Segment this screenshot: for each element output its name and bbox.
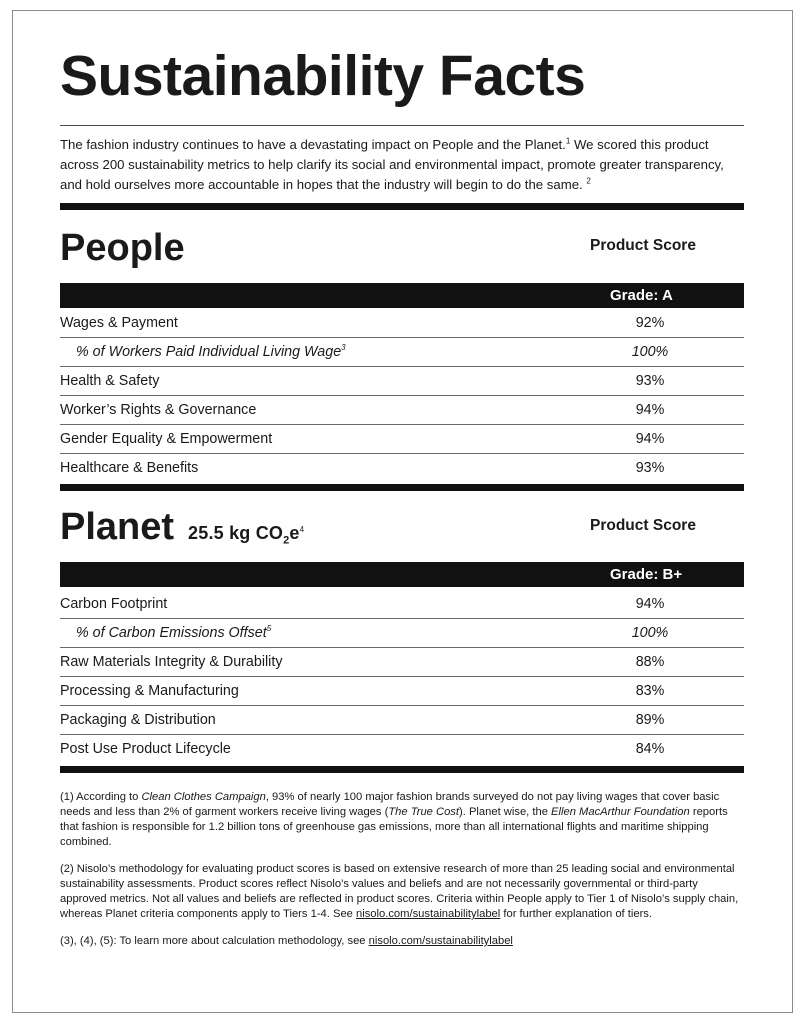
intro-paragraph — [60, 135, 744, 195]
row-label: Packaging & Distribution — [60, 712, 216, 728]
table-row — [60, 619, 744, 648]
planet-table — [60, 590, 744, 764]
row-value: 94% — [635, 431, 665, 447]
row-label: Raw Materials Integrity & Durability — [60, 654, 283, 670]
methodology-link[interactable]: nisolo.com/sustainabilitylabel — [368, 935, 513, 947]
row-value: 84% — [635, 741, 665, 757]
footnote-ref: 4 — [299, 525, 305, 534]
table-row — [60, 706, 744, 735]
table-row — [60, 648, 744, 677]
methodology-link[interactable]: nisolo.com/sustainabilitylabel — [356, 908, 501, 920]
row-value: 93% — [635, 373, 665, 389]
table-row — [60, 309, 744, 338]
table-row — [60, 454, 744, 483]
row-label: Health & Safety — [60, 373, 160, 389]
row-label: Gender Equality & Empowerment — [60, 431, 273, 447]
emissions-value: 25.5 kg $CO_2e^4$ — [188, 523, 305, 547]
planet-title: Planet 25.5 kg $CO_2e^4$ — [60, 506, 305, 548]
row-value: 88% — [635, 654, 665, 670]
section-divider — [60, 766, 744, 773]
table-row — [60, 590, 744, 619]
row-value: 92% — [635, 315, 665, 331]
row-label: Worker’s Rights & Governance — [60, 402, 257, 418]
footnote-1: (1) According to Clean Clothes Campaign, 93% of nearly 100 major fashion brands surveyed do not pay living wages that cover basic needs and less than 2% of garment workers receive living wages (The True Cost). Planet wise, the Ellen MacArthur Foundation reports that fashion is responsible for 1.2 billion tons of greenhouse gas emissions, more than all international flights and maritime shipping combined. — [60, 791, 728, 848]
row-value: 94% — [635, 596, 665, 612]
footnote-ref: 5 — [266, 624, 272, 634]
footnote-ref: 3 — [341, 343, 346, 353]
people-product-score-label: Product Score — [590, 237, 696, 254]
row-label: Post Use Product Lifecycle — [60, 741, 231, 757]
row-label: Healthcare & Benefits — [60, 460, 199, 476]
row-value: 94% — [635, 402, 665, 418]
table-row — [60, 396, 744, 425]
footnote-3: (3), (4), (5): To learn more about calculation methodology, see nisolo.com/sustainabilitylabel — [60, 935, 513, 947]
row-label: % of Workers Paid Individual Living Wage$^3$ — [76, 343, 346, 360]
planet-grade: Grade: B+ — [610, 566, 683, 583]
people-grade: Grade: A — [610, 287, 673, 304]
row-value: 100% — [631, 625, 669, 641]
planet-grade-bar — [60, 562, 744, 587]
section-divider — [60, 203, 744, 210]
row-label: % of Carbon Emissions Offset$^5$ — [76, 624, 272, 641]
people-table — [60, 309, 744, 483]
footnotes — [60, 790, 744, 961]
footnote-ref: 1 — [565, 136, 571, 146]
table-row — [60, 338, 744, 367]
row-value: 100% — [631, 344, 669, 360]
table-row — [60, 677, 744, 706]
row-label: Processing & Manufacturing — [60, 683, 239, 699]
people-grade-bar — [60, 283, 744, 308]
table-row — [60, 735, 744, 764]
title-divider — [60, 125, 744, 126]
row-label: Wages & Payment — [60, 315, 178, 331]
intro-text: The fashion industry continues to have a devastating impact on People and the Planet. — [60, 137, 566, 152]
intro-text-2: We scored this product across 200 sustainability metrics to help clarify its social and environmental impact, promote greater transparency, and hold ourselves more accountable in hopes that the industry will begin to do the same. — [60, 137, 724, 192]
page-title: Sustainability Facts — [60, 44, 586, 108]
row-label: Carbon Footprint — [60, 596, 168, 612]
table-row — [60, 367, 744, 396]
section-divider — [60, 484, 744, 491]
row-value: 93% — [635, 460, 665, 476]
table-row — [60, 425, 744, 454]
row-value: 83% — [635, 683, 665, 699]
people-title: People — [60, 227, 185, 269]
footnote-ref: 2 — [586, 176, 591, 186]
planet-product-score-label: Product Score — [590, 517, 696, 534]
footnote-2: (2) Nisolo’s methodology for evaluating product scores is based on extensive research of more than 25 leading social and environmental sustainability assessments. Product scores reflect Nisolo’s values and beliefs and are not necessarily governmental or third-party approved metrics. Not all values and beliefs are reflected in product scores. Criteria within People apply to Tier 1 of Nisolo’s supply chain, whereas Planet criteria components apply to Tiers 1-4. See nisolo.com/sustainabilitylabel for further explanation of tiers. — [60, 863, 739, 920]
row-value: 89% — [635, 712, 665, 728]
